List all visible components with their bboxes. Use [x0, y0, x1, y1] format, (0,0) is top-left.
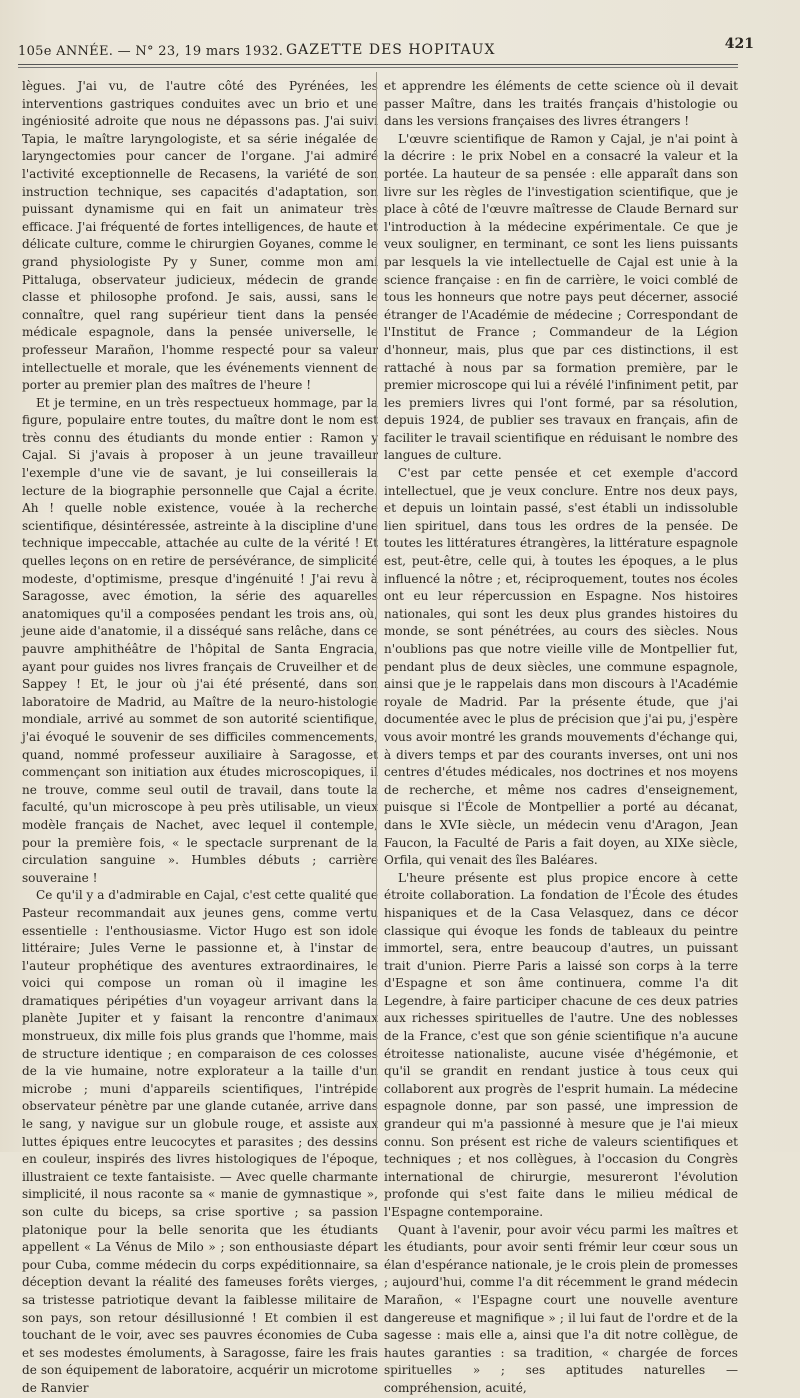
header-rule-secondary — [18, 67, 738, 68]
paragraph: lègues. J'ai vu, de l'autre côté des Pyrénées, les interventions gastriques conduites avec un brio et une ingéniosité adroite que nous ne dépassons pas. J'ai suivi Tapia, le maître laryngologiste, et sa série inégalée de laryngectomies pour cancer de l'organe. J'ai admiré l'activité exceptionnelle de Recasens, la variété de son instruction technique, ses capacités d'adaptation, son puissant dynamisme qui en fait un animateur très efficace. J'ai fréquenté de fortes intelligences, de haute et délicate culture, comme le chirurgien Goyanes, comme le grand physiologiste Py y Suner, comme mon ami Pittaluga, observateur judicieux, médecin de grande classe et philosophe profond. Je sais, aussi, sans le connaître, quel rang supérieur tient dans la pensée médicale espagnole, dans la pensée universelle, le professeur Marañon, l'homme respecté pour sa valeur intellectuelle et morale, que les événements viennent de porter au premier plan des maîtres de l'heure ! — [22, 79, 378, 393]
journal-title: GAZETTE DES HOPITAUX — [286, 42, 496, 58]
right-column — [384, 78, 738, 1398]
paragraph: Et je termine, en un très respectueux hommage, par la figure, populaire entre toutes, du maître dont le nom est très connu des étudiants du monde entier : Ramon y Cajal. Si j'avais à proposer à un jeune travailleur l'exemple d'une vie de savant, je lui conseillerais la lecture de la biographie personnelle que Cajal a écrite. Ah ! quelle noble existence, vouée à la recherche scientifique, désintéressée, astreinte à la discipline d'une technique impeccable, attachée au culte de la vérité ! Et quelles leçons on en retire de persévérance, de simplicité modeste, d'optimisme, presque d'ingénuité ! J'ai revu à Saragosse, avec émotion, la série des aquarelles anatomiques qu'il a composées pendant les trois ans, où, jeune aide d'anatomie, il a disséqué sans relâche, dans ce pauvre amphithéâtre de l'hôpital de Santa Engracia, ayant pour guides nos livres français de Cruveilher et de Sappey ! Et, le jour où j'ai été présenté, dans son laboratoire de Madrid, au Maître de la neuro-histologie mondiale, arrivé au sommet de son autorité scientifique, j'ai évoqué le souvenir de ses difficiles commencements, quand, nommé professeur auxiliaire à Saragosse, et commençant son initiation aux études microscopiques, il ne trouve, comme seul outil de travail, dans toute la faculté, qu'un microscope à peu près utilisable, un vieux modèle français de Nachet, avec lequel il contemple, pour la première fois, « le spectacle surprenant de la circulation sanguine ». Humbles débuts ; carrière souveraine ! — [22, 395, 378, 885]
issue-info: 105e ANNÉE. — N° 23, 19 mars 1932. — [18, 44, 284, 59]
paragraph: L'œuvre scientifique de Ramon y Cajal, je n'ai point à la décrire : le prix Nobel en a consacré la valeur et la portée. La hauteur de sa pensée : elle apparaît dans son livre sur les règles de l'investigation scientifique, que je place à côté de l'œuvre maîtresse de Claude Bernard sur l'introduction à la médecine expérimentale. Ce que je veux souligner, en terminant, ce sont les liens puissants par lesquels la vie intellectuelle de Cajal est unie à la science française : en fin de carrière, le voici comblé de tous les honneurs que notre pays peut décerner, associé étranger de l'Académie de médecine ; Correspondant de l'Institut de France ; Commandeur de la Légion d'honneur, mais, plus que par ces distinctions, il est rattaché à nous par sa formation première, par le premier microscope qui lui a révélé l'infiniment petit, par les premiers livres qui l'ont formé, par sa résolution, depuis 1924, de publier ses travaux en français, afin de faciliter le travail scientifique en réduisant le nombre des langues de culture. — [384, 131, 738, 463]
paragraph: Ce qu'il y a d'admirable en Cajal, c'est cette qualité que Pasteur recommandait aux jeunes gens, comme vertu essentielle : l'enthousiasme. Victor Hugo est son idole littéraire; Jules Verne le passionne et, à l'instar de l'auteur prophétique des aventures extraordinaires, le voici qui compose un roman où il imagine les dramatiques péripéties d'un voyageur arrivant dans la planète Jupiter et y faisant la rencontre d'animaux monstrueux, dix mille fois plus grands que l'homme, mais de structure identique ; en comparaison de ces colosses de la vie humaine, notre explorateur a la taille d'un microbe ; muni d'appareils scientifiques, l'intrépide observateur pénètre par une glande cutanée, arrive dans le sang, y navigue sur un globule rouge, et assiste aux luttes épiques entre leucocytes et parasites ; des dessins en couleur, inspirés des livres histologiques de l'époque, illustraient ce texte fantaisiste. — Avec quelle charmante simplicité, il nous raconte sa « manie de gymnastique », son culte du biceps, sa crise sportive ; sa passion platonique pour la belle senorita que les étudiants appellent « La Vénus de Milo » ; son enthousiaste départ pour Cuba, comme médecin du corps expéditionnaire, sa déception devant la réalité des fameuses forêts vierges, sa tristesse patriotique devant la faiblesse militaire de son pays, son retour désillusionné ! Et combien il est touchant de le voir, avec ses pauvres économies de Cuba et ses modestes émoluments, à Saragosse, faire les frais de son équipement de laboratoire, acquérir un microtome de Ranvier — [22, 888, 378, 1395]
page-number: 421 — [724, 36, 754, 52]
paragraph: Quant à l'avenir, pour avoir vécu parmi les maîtres et les étudiants, pour avoir senti frémir leur cœur sous un élan d'espérance nationale, je le crois plein de promesses ; aujourd'hui, comme l'a dit récemment le grand médecin Marañon, « l'Espagne court une nouvelle aventure dangereuse et magnifique » ; il lui faut de l'ordre et de la sagesse : mais elle a, ainsi que l'a dit notre collègue, de hautes garanties : sa tradition, « chargée de forces spirituelles » ; ses aptitudes naturelles — compréhension, acuité, — [384, 1222, 738, 1395]
paragraph: et apprendre les éléments de cette science où il devait passer Maître, dans les traités français d'histologie ou dans les versions françaises des livres étrangers ! — [384, 79, 738, 129]
paragraph: C'est par cette pensée et cet exemple d'accord intellectuel, que je veux conclure. Entre nos deux pays, et depuis un lointain passé, s'est établi un indissoluble lien spirituel, dans tous les ordres de la pensée. De toutes les littératures étrangères, la littérature espagnole est, peut-être, celle qui, à toutes les époques, a le plus influencé la nôtre ; et, réciproquement, toutes nos écoles ont eu leur répercussion en Espagne. Nos histoires nationales, qui sont les deux plus grandes histoires du monde, se sont pénétrées, au cours des siècles. Nous n'oublions pas que notre vieille ville de Montpellier fut, pendant plus de deux siècles, une commune espagnole, ainsi que je le rappelais dans mon discours à l'Académie royale de Madrid. Par la présente étude, que j'ai documentée avec le plus de précision que j'ai pu, j'espère vous avoir montré les grands mouvements d'échange qui, à divers temps et par des courants inverses, ont uni nos centres d'études médicales, nos doctrines et nos moyens de recherche, et même nos cadres d'enseignement, puisque si l'École de Montpellier a porté au décanat, dans le XVIe siècle, un médecin venu d'Aragon, Jean Faucon, la Faculté de Paris a fait doyen, au XIXe siècle, Orfila, qui venait des îles Baléares. — [384, 466, 738, 868]
page-header — [18, 36, 754, 64]
left-column — [22, 78, 378, 1398]
column-divider — [376, 72, 377, 1142]
header-rule — [18, 64, 738, 65]
paragraph: L'heure présente est plus propice encore à cette étroite collaboration. La fondation de l'École des études hispaniques et de la Casa Velasquez, dans ce décor classique qui évoque les fonds de tableaux du peintre immortel, sera, entre beaucoup d'autres, un puissant trait d'union. Pierre Paris a laissé son corps à la terre d'Espagne et son âme continuera, comme l'a dit Legendre, à faire participer chacune de ces deux patries aux richesses spirituelles de l'autre. Une des noblesses de la France, c'est que son génie scientifique n'a aucune étroitesse nationaliste, aucune visée d'hégémonie, et qu'il se grandit en rendant justice à tous ceux qui collaborent aux progrès de l'esprit humain. La médecine espagnole donne, par son passé, une impression de grandeur qui m'a passionné à mesure que je l'ai mieux connu. Son présent est riche de valeurs scientifiques et techniques ; et nos collègues, à l'occasion du Congrès international de chirurgie, mesureront l'évolution profonde qui s'est faite dans le milieu médical de l'Espagne contemporaine. — [384, 870, 738, 1219]
